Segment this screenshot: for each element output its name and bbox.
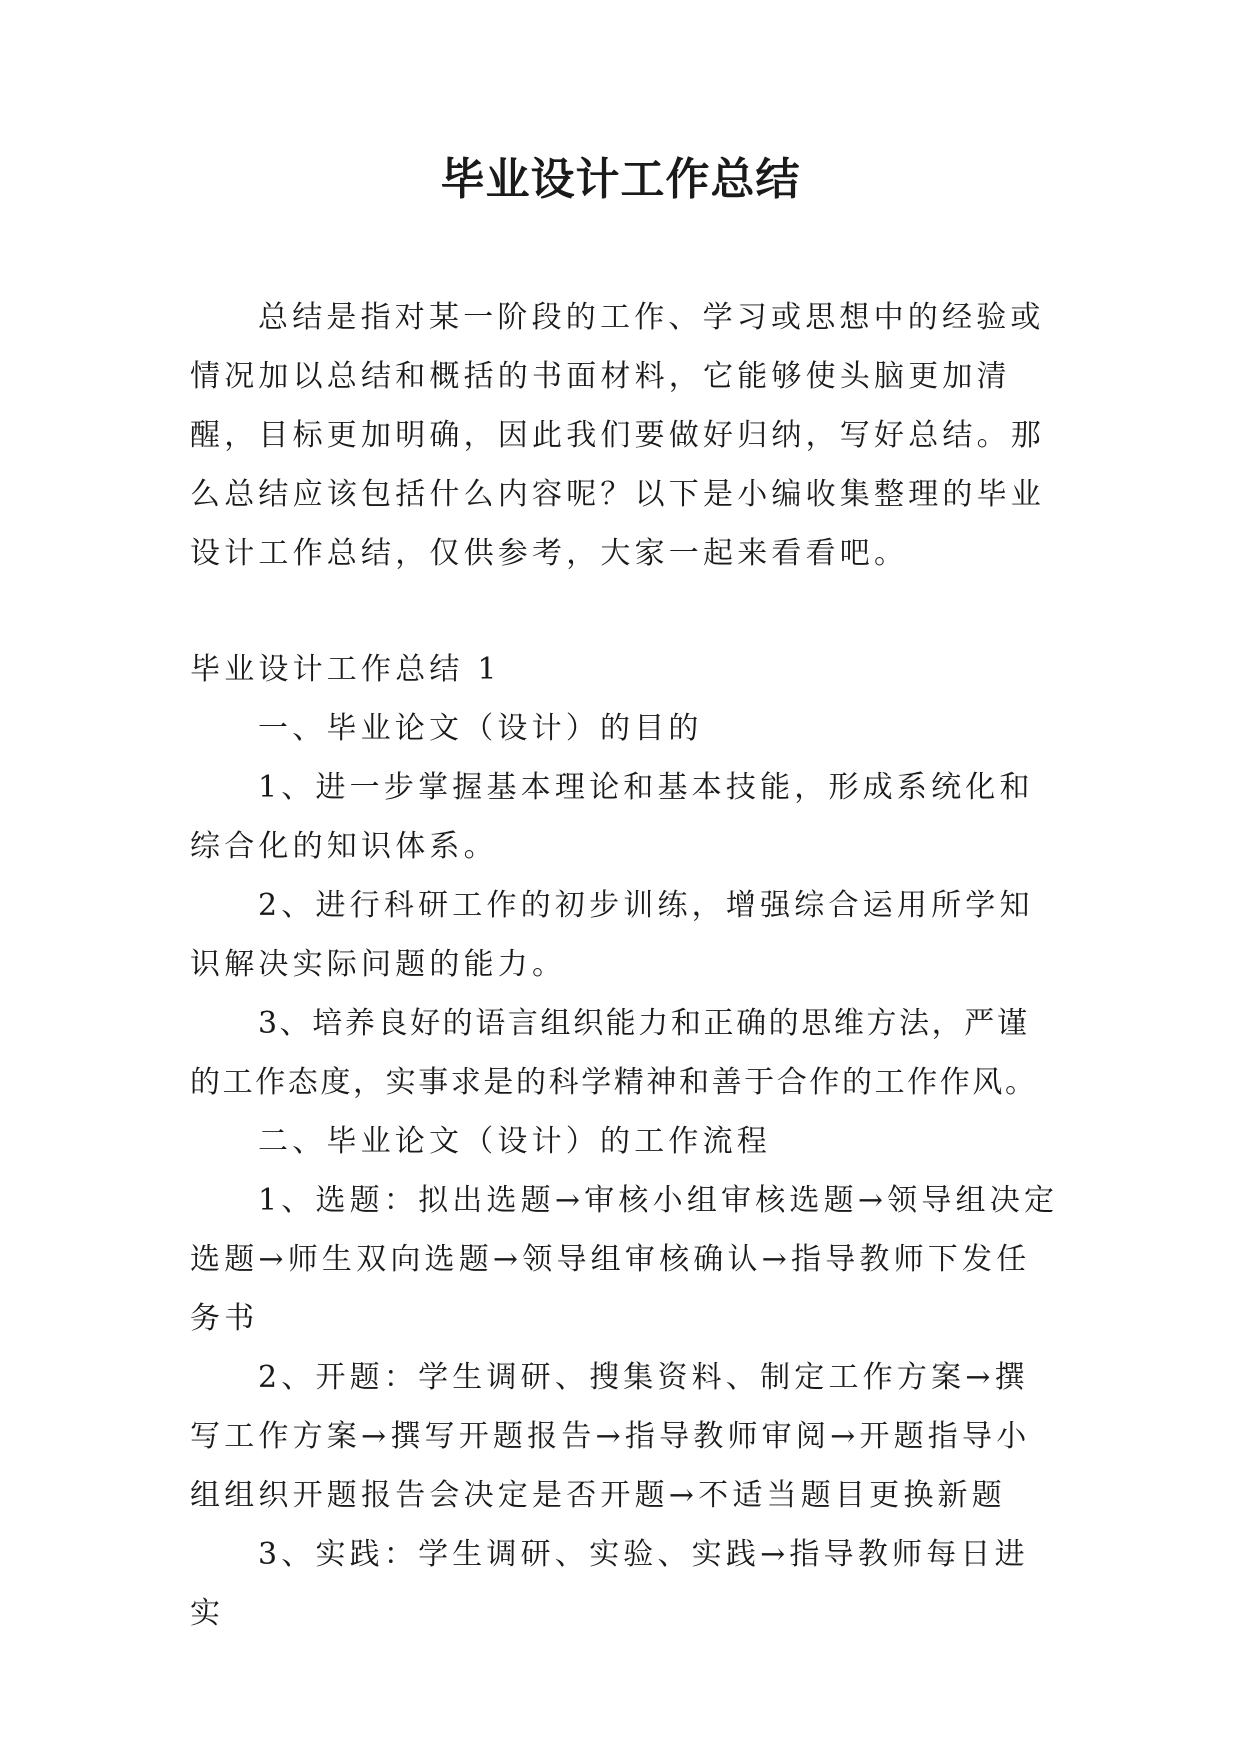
paragraph-workflow-3: 3、实践：学生调研、实验、实践→指导教师每日进实 [190,1537,1029,1631]
intro-paragraph: 总结是指对某一阶段的工作、学习或思想中的经验或情况加以总结和概括的书面材料，它能够使头脑更加清醒，目标更加明确，因此我们要做好归纳，写好总结。那么总结应该包括什么内容呢？以下是小编收集整理的毕业设计工作总结，仅供参考，大家一起来看看吧。 [190,300,1045,571]
section-heading: 毕业设计工作总结 1 [190,652,501,687]
paragraph-workflow-heading: 二、毕业论文（设计）的工作流程 [258,1124,771,1159]
paragraph-purpose-2: 2、进行科研工作的初步训练，增强综合运用所学知识解决实际问题的能力。 [190,888,1034,982]
paragraph-workflow-2: 2、开题：学生调研、搜集资料、制定工作方案→撰写工作方案→撰写开题报告→指导教师审阅→开题指导小组组织开题报告会决定是否开题→不适当题目更换新题 [190,1360,1031,1513]
paragraph-purpose-3: 3、培养良好的语言组织能力和正确的思维方法，严谨的工作态度，实事求是的科学精神和善于合作的工作作风。 [190,1006,1038,1100]
paragraph-workflow-1: 1、选题：拟出选题→审核小组审核选题→领导组决定选题→师生双向选题→领导组审核确认→指导教师下发任务书 [190,1183,1059,1336]
section-1 [190,640,1060,1643]
paragraph-purpose-1: 1、进一步掌握基本理论和基本技能，形成系统化和综合化的知识体系。 [190,770,1034,864]
paragraph-purpose-heading: 一、毕业论文（设计）的目的 [258,711,703,746]
document-title: 毕业设计工作总结 [440,154,801,205]
